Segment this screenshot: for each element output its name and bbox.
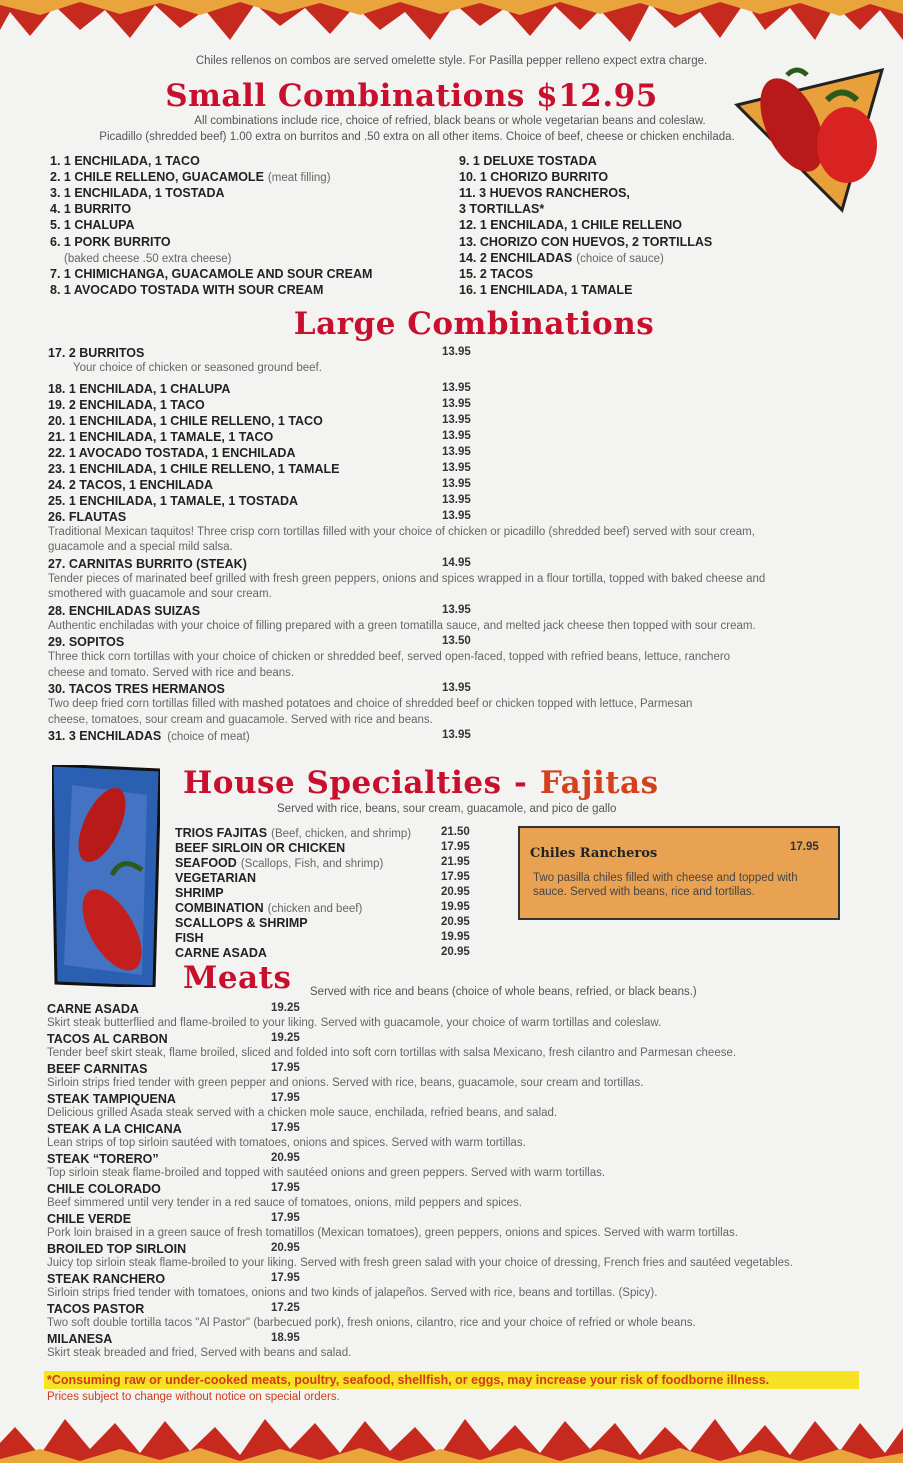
meat-item-price: 17.95 xyxy=(271,1122,300,1134)
meat-item-price: 19.25 xyxy=(271,1002,300,1014)
large-combo-item xyxy=(48,446,296,460)
fajita-note: (Beef, chicken, and shrimp) xyxy=(271,828,412,840)
large-combo-item xyxy=(48,414,323,428)
fajitas-served-note: Served with rice, beans, sour cream, guacamole, and pico de gallo xyxy=(277,803,617,815)
combo-item-name: 11. 3 HUEVOS RANCHEROS, xyxy=(459,186,630,201)
large-combo-item xyxy=(48,478,213,492)
fajita-item xyxy=(175,856,383,870)
fajita-name: CARNE ASADA xyxy=(175,946,267,960)
fajita-name: FISH xyxy=(175,931,204,945)
fajita-name: TRIOS FAJITAS xyxy=(175,826,268,840)
large-combo-description: Three thick corn tortillas with your choice of chicken or shredded beef, served open-faced, topped with refried beans, lettuce, ranchero xyxy=(48,651,731,663)
large-combo-name: 31. 3 ENCHILADAS xyxy=(48,729,162,743)
large-combo-item xyxy=(48,430,273,444)
large-combo-item xyxy=(48,557,247,571)
meat-item-price: 17.95 xyxy=(271,1182,300,1194)
title-dash: - xyxy=(514,765,528,801)
combo-item xyxy=(50,235,171,249)
meat-item-description: Lean strips of top sirloin sautéed with tomatoes, onions and spices. Served with warm tortillas. xyxy=(47,1137,526,1149)
meat-item-description: Sirloin strips fried tender with green pepper and onions. Served with rice, beans, guacamole, sour cream and tortillas. xyxy=(47,1077,644,1089)
bottom-zigzag-border xyxy=(0,1393,903,1463)
house-specialties-title xyxy=(183,765,659,801)
combo-item-note: (baked cheese .50 extra cheese) xyxy=(64,252,232,265)
chiles-rancheros-title: Chiles Rancheros xyxy=(530,846,658,861)
meat-item-price: 20.95 xyxy=(271,1242,300,1254)
fajita-price: 17.95 xyxy=(441,841,470,853)
fajita-price: 20.95 xyxy=(441,886,470,898)
meat-item-price: 19.25 xyxy=(271,1032,300,1044)
fajita-name: COMBINATION xyxy=(175,901,264,915)
fajita-item xyxy=(175,916,308,930)
large-combo-item xyxy=(48,635,124,649)
large-combo-name: 18. 1 ENCHILADA, 1 CHALUPA xyxy=(48,381,231,396)
fajita-name: SHRIMP xyxy=(175,886,224,900)
meat-item-name: STEAK A LA CHICANA xyxy=(47,1122,182,1136)
chiles-rancheros-box xyxy=(518,826,840,920)
combo-item-name: 7. 1 CHIMICHANGA, GUACAMOLE AND SOUR CREAM xyxy=(50,266,373,281)
chiles-rancheros-desc-1: Two pasilla chiles filled with cheese and topped with xyxy=(533,872,798,884)
large-combo-price: 13.95 xyxy=(442,729,471,741)
meat-item-name: CHILE VERDE xyxy=(47,1212,132,1226)
fajita-price: 21.50 xyxy=(441,826,470,838)
fajita-item xyxy=(175,886,224,900)
fajita-price: 20.95 xyxy=(441,916,470,928)
combo-item-name: 3 TORTILLAS* xyxy=(459,202,545,217)
combo-item-name: 15. 2 TACOS xyxy=(459,266,534,281)
meat-item-description: Delicious grilled Asada steak served with a chicken mole sauce, enchilada, refried beans, and salad. xyxy=(47,1107,558,1119)
large-combo-item xyxy=(48,682,225,696)
combo-item xyxy=(459,170,608,184)
large-combo-item xyxy=(48,510,126,524)
fajita-item xyxy=(175,826,411,840)
meat-item-price: 17.95 xyxy=(271,1272,300,1284)
large-combo-description: Tender pieces of marinated beef grilled with fresh green peppers, onions and spices wrapped in a flour tortilla, topped with baked cheese and xyxy=(48,572,766,585)
combo-item xyxy=(50,267,372,281)
fajita-item xyxy=(175,946,267,960)
meat-item-description: Juicy top sirloin steak flame-broiled to your liking. Served with fresh green salad with your choice of dressing, French fries and sautéed vegetables. xyxy=(47,1257,793,1269)
large-combo-description: Your choice of chicken or seasoned ground beef. xyxy=(73,362,322,374)
large-combo-price: 13.95 xyxy=(442,397,471,410)
fajita-note: (Scallops, Fish, and shrimp) xyxy=(240,858,384,870)
combo-item xyxy=(50,154,200,168)
combo-item xyxy=(459,154,597,168)
meat-item-name: STEAK RANCHERO xyxy=(47,1272,166,1286)
fajitas-heading: Fajitas xyxy=(539,765,659,801)
large-combo-name: 21. 1 ENCHILADA, 1 TAMALE, 1 TACO xyxy=(48,429,274,444)
combo-item xyxy=(50,186,225,200)
small-combinations-note-2: Picadillo (shredded beef) 1.00 extra on burritos and .50 extra on all other items. Choice of beef, cheese or chicken enchilada. xyxy=(99,131,735,143)
house-specialties-heading: House Specialties xyxy=(183,765,502,801)
meat-item-description: Pork loin braised in a green sauce of fresh tomatillos (Mexican tomatoes), green peppers, onions and spices. Served with warm tortillas. xyxy=(47,1227,738,1239)
large-combo-name: 29. SOPITOS xyxy=(48,635,125,649)
fajita-item xyxy=(175,901,362,915)
large-combo-name: 23. 1 ENCHILADA, 1 CHILE RELLENO, 1 TAMALE xyxy=(48,461,340,476)
meat-item-description: Two soft double tortilla tacos "Al Pastor" (barbecued pork), fresh onions, cilantro, rice and your choice of refried or whole beans. xyxy=(47,1317,696,1329)
large-combo-name: 19. 2 ENCHILADA, 1 TACO xyxy=(48,397,205,412)
combo-item xyxy=(459,267,533,281)
combo-item-name: 1. 1 ENCHILADA, 1 TACO xyxy=(50,154,200,168)
meat-item-name: STEAK TAMPIQUENA xyxy=(47,1092,176,1106)
meat-item-description: Top sirloin steak flame-broiled and topped with sautéed onions and green peppers. Served with warm tortillas. xyxy=(47,1167,606,1179)
large-combo-price: 13.95 xyxy=(442,477,471,490)
large-combo-item xyxy=(48,494,298,508)
combo-item xyxy=(50,283,323,297)
meat-item-price: 18.95 xyxy=(271,1332,300,1344)
meat-item-name: MILANESA xyxy=(47,1332,113,1346)
combo-item-name: 4. 1 BURRITO xyxy=(50,202,132,217)
meat-item-name: TACOS PASTOR xyxy=(47,1302,145,1316)
foodborne-warning: *Consuming raw or under-cooked meats, poultry, seafood, shellfish, or eggs, may increase your risk of foodborne illness. xyxy=(47,1373,770,1387)
meat-item-description: Skirt steak breaded and fried, Served with beans and salad. xyxy=(47,1347,352,1359)
large-combinations-title: Large Combinations xyxy=(293,306,655,342)
combo-item-name: 6. 1 PORK BURRITO xyxy=(50,234,171,249)
combo-item-name: 2. 1 CHILE RELLENO, GUACAMOLE xyxy=(50,170,264,185)
large-combo-price: 13.95 xyxy=(442,509,471,522)
large-combo-item xyxy=(48,382,230,396)
combo-item xyxy=(459,235,712,249)
large-combo-price: 13.95 xyxy=(442,682,471,694)
large-combo-description: smothered with guacamole and sour cream. xyxy=(48,588,272,600)
large-combo-price: 13.95 xyxy=(442,413,471,426)
meat-item-price: 20.95 xyxy=(271,1152,300,1164)
chiles-rancheros-price: 17.95 xyxy=(790,841,819,853)
fajita-name: SEAFOOD xyxy=(175,856,237,870)
meat-item-description: Skirt steak butterflied and flame-broiled to your liking. Served with guacamole, your choice of warm tortillas and coleslaw. xyxy=(47,1017,662,1029)
fajita-note: (chicken and beef) xyxy=(267,903,363,915)
combo-item-name: 10. 1 CHORIZO BURRITO xyxy=(459,170,609,185)
combo-item-name: 16. 1 ENCHILADA, 1 TAMALE xyxy=(459,282,633,297)
combo-item xyxy=(459,218,682,232)
meat-item-price: 17.95 xyxy=(271,1212,300,1224)
large-combo-item xyxy=(48,462,339,476)
fajita-item xyxy=(175,871,256,885)
large-combo-description: Traditional Mexican taquitos! Three crisp corn tortillas filled with your choice of chicken or picadillo (shredded beef) served with sour cream, xyxy=(48,525,755,538)
meat-item-price: 17.95 xyxy=(271,1092,300,1104)
combo-item-name: 12. 1 ENCHILADA, 1 CHILE RELLENO xyxy=(459,218,682,233)
large-combo-name: 25. 1 ENCHILADA, 1 TAMALE, 1 TOSTADA xyxy=(48,493,299,508)
combo-item xyxy=(459,202,544,216)
fajita-price: 19.95 xyxy=(441,931,470,943)
chiles-rancheros-desc-2: sauce. Served with beans, rice and tortillas. xyxy=(533,886,755,898)
fajita-name: SCALLOPS & SHRIMP xyxy=(175,916,308,930)
large-combo-name: 22. 1 AVOCADO TOSTADA, 1 ENCHILADA xyxy=(48,445,296,460)
meats-served-note: Served with rice and beans (choice of whole beans, refried, or black beans.) xyxy=(310,986,697,998)
large-combo-item xyxy=(48,604,200,618)
fajita-name: VEGETARIAN xyxy=(175,871,257,885)
meat-item-description: Sirloin strips fried tender with tomatoes, onions and two kinds of jalapeños. Served with rice, beans and tortillas. (Spicy). xyxy=(47,1287,658,1299)
large-combo-price: 13.95 xyxy=(442,603,471,616)
large-combo-item xyxy=(48,729,250,743)
large-combo-description: cheese and tomato. Served with rice and beans. xyxy=(48,666,295,679)
large-combo-name: 27. CARNITAS BURRITO (STEAK) xyxy=(48,556,247,571)
fajita-price: 20.95 xyxy=(441,946,470,958)
large-combo-price: 13.95 xyxy=(442,493,471,506)
large-combo-price: 13.95 xyxy=(442,429,471,442)
small-combinations-title: Small Combinations $12.95 xyxy=(165,78,658,114)
large-combo-name: 30. TACOS TRES HERMANOS xyxy=(48,682,225,696)
combo-item xyxy=(459,186,630,200)
combo-item-note: (choice of sauce) xyxy=(576,252,664,265)
large-combo-description: Authentic enchiladas with your choice of filling prepared with a green tomatilla sauce, and melted jack cheese then topped with sour cream. xyxy=(48,619,756,632)
combo-item xyxy=(50,170,331,184)
fajita-price: 17.95 xyxy=(441,871,470,883)
fajita-price: 19.95 xyxy=(441,901,470,913)
fajita-item xyxy=(175,841,345,855)
large-combo-price: 13.50 xyxy=(442,635,471,647)
meat-item-name: BROILED TOP SIRLOIN xyxy=(47,1242,187,1256)
large-combo-name: 28. ENCHILADAS SUIZAS xyxy=(48,603,201,618)
large-combo-name: 20. 1 ENCHILADA, 1 CHILE RELLENO, 1 TACO xyxy=(48,413,323,428)
large-combo-name: 26. FLAUTAS xyxy=(48,509,127,524)
prices-subject-note: Prices subject to change without notice on special orders. xyxy=(47,1391,340,1403)
combo-relleno-note: Chiles rellenos on combos are served omelette style. For Pasilla pepper relleno expect extra charge. xyxy=(195,55,708,67)
large-combo-note: (choice of meat) xyxy=(167,731,250,743)
combo-item xyxy=(50,251,232,265)
large-combo-price: 13.95 xyxy=(442,445,471,458)
combo-item-name: 5. 1 CHALUPA xyxy=(50,218,135,233)
combo-item xyxy=(459,251,664,265)
large-combo-price: 14.95 xyxy=(442,556,471,569)
large-combo-price: 13.95 xyxy=(442,381,471,394)
large-combo-description: Two deep fried corn tortillas filled with mashed potatoes and choice of shredded beef or chicken topped with lettuce, Parmesan xyxy=(48,698,693,710)
combo-item-name: 9. 1 DELUXE TOSTADA xyxy=(459,154,597,168)
combo-item-name: 3. 1 ENCHILADA, 1 TOSTADA xyxy=(50,186,225,201)
large-combo-price: 13.95 xyxy=(442,346,471,358)
small-combinations-note: All combinations include rice, choice of refried, black beans or whole vegetarian beans and coleslaw. xyxy=(194,115,706,127)
meat-item-description: Tender beef skirt steak, flame broiled, sliced and folded into soft corn tortillas with salsa Mexicano, fresh cilantro and Parmesan cheese. xyxy=(47,1047,737,1059)
chili-pepper-illustration xyxy=(52,765,160,987)
combo-item-name: 13. CHORIZO CON HUEVOS, 2 TORTILLAS xyxy=(459,234,713,249)
meat-item-price: 17.25 xyxy=(271,1302,300,1314)
large-combo-item xyxy=(48,398,205,412)
meat-item-name: CHILE COLORADO xyxy=(47,1182,161,1196)
fajita-price: 21.95 xyxy=(441,856,470,868)
large-combo-item xyxy=(48,346,144,360)
combo-item-name: 8. 1 AVOCADO TOSTADA WITH SOUR CREAM xyxy=(50,282,324,297)
meat-item-name: TACOS AL CARBON xyxy=(47,1032,168,1046)
large-combo-description: cheese, tomatoes, sour cream and guacamole. Served with rice and beans. xyxy=(48,713,433,726)
large-combo-name: 17. 2 BURRITOS xyxy=(48,346,145,360)
combo-item-name: 14. 2 ENCHILADAS xyxy=(459,250,573,265)
meat-item-name: STEAK “TORERO” xyxy=(47,1152,159,1166)
meat-item-name: CARNE ASADA xyxy=(47,1002,139,1016)
meat-item-description: Beef simmered until very tender in a red sauce of tomatoes, onions, mild peppers and spices. xyxy=(47,1197,522,1209)
meat-item-name: BEEF CARNITAS xyxy=(47,1062,148,1076)
combo-item-note: (meat filling) xyxy=(267,172,331,185)
large-combo-price: 13.95 xyxy=(442,461,471,474)
large-combo-name: 24. 2 TACOS, 1 ENCHILADA xyxy=(48,477,214,492)
fajita-name: BEEF SIRLOIN OR CHICKEN xyxy=(175,841,346,855)
combo-item xyxy=(50,218,135,232)
meats-title: Meats xyxy=(183,960,292,996)
combo-item xyxy=(50,202,131,216)
combo-item xyxy=(459,283,632,297)
fajita-item xyxy=(175,931,203,945)
meat-item-price: 17.95 xyxy=(271,1062,300,1074)
large-combo-description: guacamole and a special mild salsa. xyxy=(48,541,233,553)
